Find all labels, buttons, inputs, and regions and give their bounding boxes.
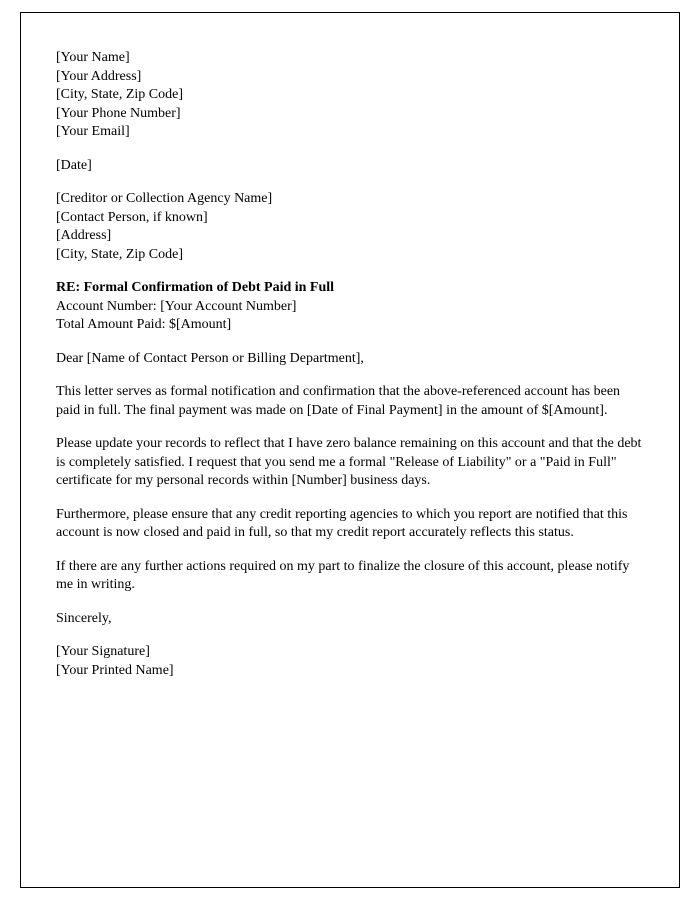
paragraph-4: If there are any further actions required on my part to finalize the closure of this account, please notify me in writing. <box>56 558 630 592</box>
paragraph-1: This letter serves as formal notification and confirmation that the above-referenced account has been paid in full. The final payment was made on [Date of Final Payment] in the amount of $[Amount]. <box>56 384 621 418</box>
date-line: [Date] <box>56 157 92 173</box>
printed-name-line: [Your Printed Name] <box>56 662 174 678</box>
recipient-city-state-zip: [City, State, Zip Code] <box>56 246 184 262</box>
recipient-address-block <box>56 190 645 264</box>
recipient-contact-person: [Contact Person, if known] <box>56 209 208 225</box>
subject-block <box>56 279 645 335</box>
signature-block <box>56 643 645 680</box>
sender-name: [Your Name] <box>56 50 130 65</box>
sender-address-block <box>56 49 645 142</box>
recipient-address: [Address] <box>56 228 112 243</box>
paragraph-3: Furthermore, please ensure that any credit reporting agencies to which you report are notified that this account is now closed and paid in full, so that my credit report accurately reflects this status. <box>56 506 628 540</box>
sender-email: [Your Email] <box>56 124 130 139</box>
letter-body <box>21 13 679 680</box>
closing-line: Sincerely, <box>56 610 112 626</box>
sender-phone: [Your Phone Number] <box>56 105 181 121</box>
amount-paid-line: Total Amount Paid: $[Amount] <box>56 317 232 332</box>
salutation-line: Dear [Name of Contact Person or Billing Department], <box>56 350 364 366</box>
subject-line: RE: Formal Confirmation of Debt Paid in Full <box>56 280 335 295</box>
closing-block <box>56 610 645 629</box>
date-block <box>56 157 645 176</box>
sender-city-state-zip: [City, State, Zip Code] <box>56 87 184 102</box>
account-number-line: Account Number: [Your Account Number] <box>56 298 297 314</box>
paragraph-2: Please update your records to reflect that I have zero balance remaining on this account and that the debt is completely satisfied. I request that you send me a formal "Release of Liability" or a "Paid in Full" certificate for my personal records within [Number] business days. <box>56 436 642 488</box>
letter-page <box>20 12 680 888</box>
sender-address: [Your Address] <box>56 68 142 84</box>
salutation-block <box>56 350 645 369</box>
recipient-name: [Creditor or Collection Agency Name] <box>56 191 273 206</box>
signature-line: [Your Signature] <box>56 644 150 659</box>
